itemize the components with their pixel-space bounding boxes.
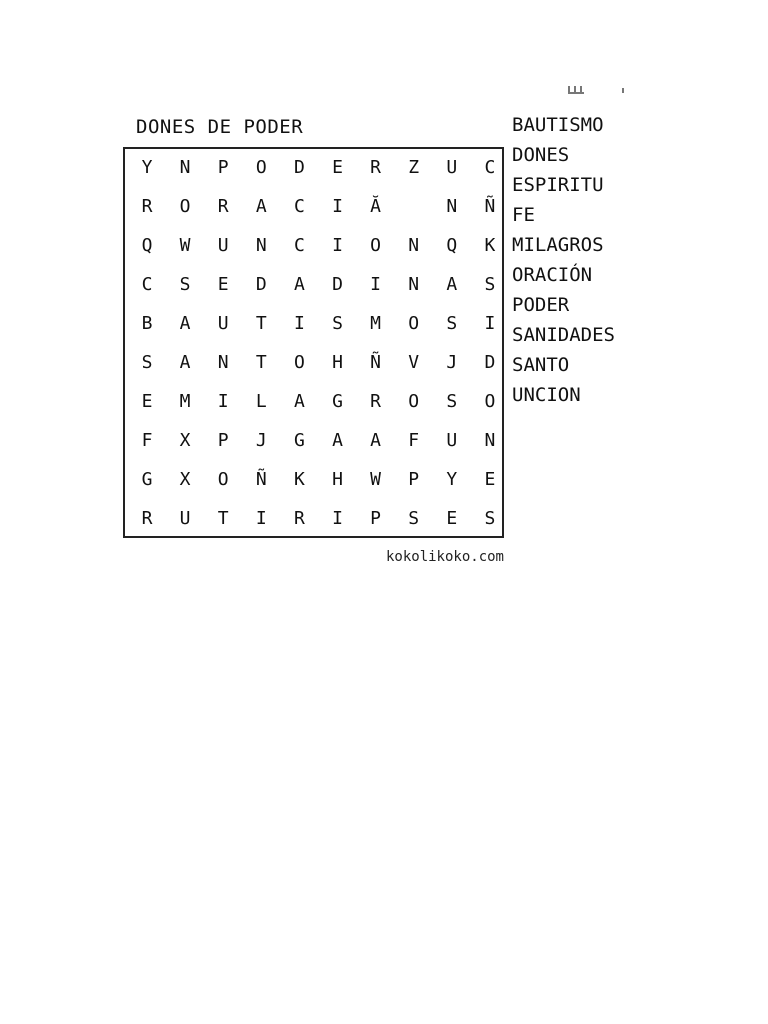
grid-cell: U (446, 430, 458, 451)
grid-cell: R (370, 157, 382, 178)
grid-cell: A (179, 313, 191, 334)
grid-cell: W (370, 469, 382, 490)
grid-cell: S (484, 274, 496, 295)
word-list-item: ESPIRITU (512, 174, 604, 196)
grid-cell: T (255, 352, 267, 373)
grid-cell: R (141, 196, 153, 217)
grid-cell: D (255, 274, 267, 295)
grid-cell: O (179, 196, 191, 217)
source-credit: kokolikoko.com (385, 549, 504, 565)
grid-cell: I (332, 196, 343, 217)
grid-cell: U (446, 157, 458, 178)
grid-cell: C (293, 196, 305, 217)
word-list-item: MILAGROS (512, 234, 604, 256)
grid-cell: C (141, 274, 153, 295)
word-list-item: ORACIÓN (512, 264, 593, 286)
grid-cell: M (179, 391, 191, 412)
grid-cell: I (332, 508, 343, 529)
grid-cell: O (408, 391, 420, 412)
grid-cell: E (446, 508, 458, 529)
word-list (512, 110, 615, 410)
grid-cell: I (332, 235, 343, 256)
grid-cell: U (179, 508, 191, 529)
grid-cell (395, 188, 433, 226)
word-list-item: SANTO (512, 354, 570, 376)
grid-cell: E (141, 391, 153, 412)
grid-cell: G (293, 430, 305, 451)
cropped-text-fragment (568, 86, 628, 94)
grid-cell: P (217, 430, 229, 451)
grid-cell: Y (446, 469, 458, 490)
word-list-item: UNCION (512, 384, 581, 406)
grid-cell: J (255, 430, 267, 451)
grid-cell: S (408, 508, 420, 529)
grid-cell: U (217, 235, 229, 256)
grid-cell: K (293, 469, 305, 490)
grid-cell: S (446, 313, 458, 334)
grid-cell: A (293, 274, 305, 295)
grid-cell: O (484, 391, 496, 412)
grid-cell: O (255, 157, 267, 178)
grid-cell: R (217, 196, 229, 217)
grid-cell: L (255, 391, 267, 412)
grid-cell: A (446, 274, 458, 295)
grid-cell: W (179, 235, 191, 256)
grid-cell: I (255, 508, 267, 529)
grid-cell: J (446, 352, 458, 373)
grid-cell: I (217, 391, 229, 412)
grid-cell: D (332, 274, 343, 295)
word-search-puzzle (122, 106, 512, 574)
word-list-item: BAUTISMO (512, 114, 604, 136)
grid-cell: X (179, 430, 191, 451)
grid-cell: G (332, 391, 343, 412)
grid-cell: A (332, 430, 343, 451)
grid-cell: K (484, 235, 496, 256)
grid-cell: A (370, 430, 382, 451)
grid-cell: N (255, 235, 267, 256)
grid-cell: R (370, 391, 382, 412)
grid-cell: P (217, 157, 229, 178)
grid-cell: O (370, 235, 382, 256)
grid-cell: N (408, 274, 420, 295)
grid-cell: N (179, 157, 191, 178)
grid-cell: O (408, 313, 420, 334)
grid-cell: G (141, 469, 153, 490)
grid-cell: H (332, 352, 343, 373)
word-list-item: PODER (512, 294, 570, 316)
grid-cell: N (484, 430, 496, 451)
grid-cell: P (408, 469, 420, 490)
grid-cell: C (484, 157, 496, 178)
grid-cell: H (332, 469, 343, 490)
grid-cell: Ñ (255, 469, 267, 490)
grid-cell: S (179, 274, 191, 295)
grid-cell: Ñ (370, 352, 382, 373)
grid-cell: B (141, 313, 153, 334)
grid-cell: E (332, 157, 343, 178)
grid-cell: Ă (370, 196, 382, 217)
grid-cell: O (217, 469, 229, 490)
grid-cell: P (370, 508, 382, 529)
grid-cell: I (370, 274, 382, 295)
grid-cell: N (446, 196, 458, 217)
grid-cell: A (179, 352, 191, 373)
grid-cell: M (370, 313, 382, 334)
grid-cell: S (484, 508, 496, 529)
word-list-item: FE (512, 204, 535, 226)
grid-cell: E (484, 469, 496, 490)
grid-cell: D (484, 352, 496, 373)
grid-cell: X (179, 469, 191, 490)
grid-cell: T (217, 508, 229, 529)
grid-cell: A (293, 391, 305, 412)
grid-cell: Q (141, 235, 153, 256)
grid-cell: C (293, 235, 305, 256)
letter-grid (123, 147, 504, 538)
grid-cell: R (141, 508, 153, 529)
grid-cell: D (293, 157, 305, 178)
grid-cell: F (141, 430, 153, 451)
grid-cell: Ñ (484, 196, 496, 217)
word-list-item: SANIDADES (512, 324, 615, 346)
grid-cell: S (446, 391, 458, 412)
grid-cell: O (293, 352, 305, 373)
grid-cell: R (293, 508, 305, 529)
grid-cell: S (141, 352, 153, 373)
grid-cell: N (408, 235, 420, 256)
word-list-item: DONES (512, 144, 570, 166)
grid-cell: A (255, 196, 267, 217)
grid-cell: T (255, 313, 267, 334)
grid-cell: Q (446, 235, 458, 256)
grid-cell: S (332, 313, 343, 334)
grid-cell: N (217, 352, 229, 373)
puzzle-title: DONES DE PODER (136, 116, 304, 138)
grid-cell: F (408, 430, 420, 451)
grid-cell: I (293, 313, 305, 334)
grid-cell: I (484, 313, 496, 334)
grid-cell: U (217, 313, 229, 334)
grid-cell: Z (408, 157, 420, 178)
grid-cell: E (217, 274, 229, 295)
grid-cell: V (408, 352, 420, 373)
grid-cell: Y (141, 157, 153, 178)
